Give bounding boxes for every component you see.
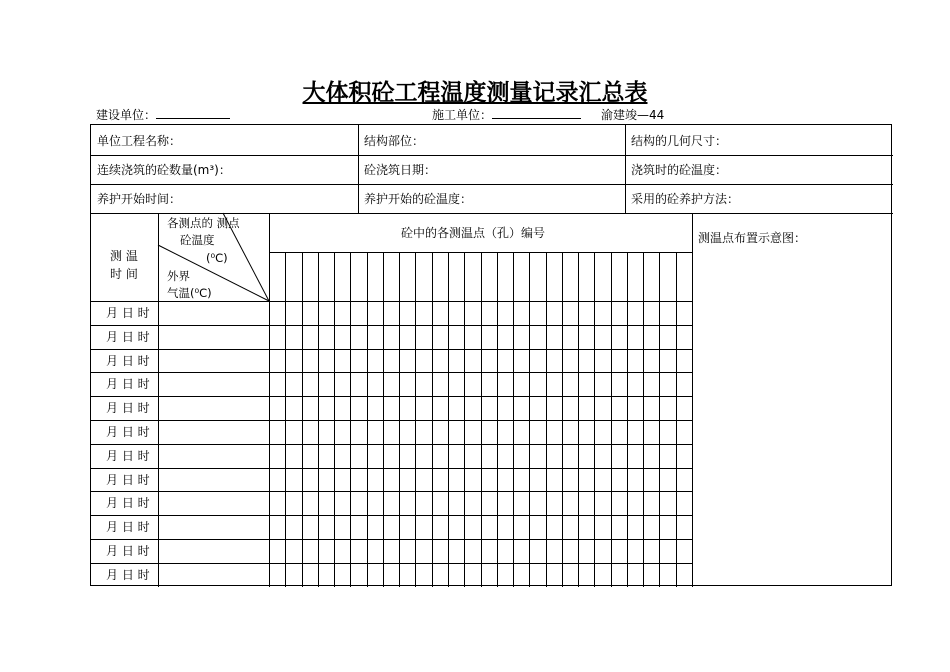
col-divider	[158, 213, 159, 587]
col-divider	[692, 213, 693, 587]
row-time-label: 月 日 时	[106, 377, 150, 391]
time-col-header-1: 测 温	[110, 249, 138, 263]
table-row	[91, 563, 692, 564]
time-col-header-2: 时 间	[110, 267, 138, 281]
table-row	[91, 515, 692, 516]
table-row	[91, 468, 692, 469]
info-geometry: 结构的几何尺寸：	[631, 134, 728, 148]
contractor-label: 施工单位：	[432, 108, 493, 122]
form-code: 渝建竣—44	[601, 108, 665, 122]
row-time-label: 月 日 时	[106, 496, 150, 510]
diag-top-line2: 砼温度	[180, 233, 215, 247]
info-curing-temp: 养护开始的砼温度：	[364, 192, 473, 206]
row-time-label: 月 日 时	[106, 401, 150, 415]
info-unit-name: 单位工程名称：	[97, 134, 182, 148]
diag-top-line1: 各测点的 测点	[167, 216, 240, 230]
col-divider	[358, 125, 359, 213]
row-divider	[91, 155, 893, 156]
info-pour-temp: 浇筑时的砼温度：	[631, 163, 728, 177]
row-time-label: 月 日 时	[106, 544, 150, 558]
table-row	[91, 349, 692, 350]
col-divider	[625, 125, 626, 213]
row-time-label: 月 日 时	[106, 520, 150, 534]
row-time-label: 月 日 时	[106, 330, 150, 344]
info-concrete-volume: 连续浇筑的砼数量(m³)：	[97, 163, 231, 177]
table-row	[91, 491, 692, 492]
construction-unit-blank[interactable]	[156, 106, 230, 119]
row-time-label: 月 日 时	[106, 306, 150, 320]
col-divider	[269, 213, 270, 587]
layout-sketch-label: 测温点布置示意图：	[698, 231, 807, 245]
points-header: 砼中的各测温点（孔）编号	[401, 226, 546, 240]
diag-bottom-line1: 外界	[167, 269, 190, 283]
row-divider	[91, 184, 893, 185]
table-row	[91, 325, 692, 326]
table-row	[91, 444, 692, 445]
construction-unit-label: 建设单位：	[96, 108, 157, 122]
record-table	[90, 124, 892, 586]
table-row	[91, 539, 692, 540]
info-structure-part: 结构部位：	[364, 134, 425, 148]
form-title: 大体积砼工程温度测量记录汇总表	[302, 79, 648, 106]
row-time-label: 月 日 时	[106, 354, 150, 368]
diag-unit-top: (⁰C)	[206, 251, 228, 265]
table-row	[91, 372, 692, 373]
table-row	[91, 420, 692, 421]
info-pour-date: 砼浇筑日期：	[364, 163, 437, 177]
header-bottom-line	[91, 301, 692, 302]
info-curing-method: 采用的砼养护方法：	[631, 192, 740, 206]
row-time-label: 月 日 时	[106, 425, 150, 439]
construction-unit-field	[96, 106, 230, 123]
row-time-label: 月 日 时	[106, 568, 150, 582]
table-row	[91, 396, 692, 397]
diag-bottom-line2: 气温(⁰C)	[167, 286, 212, 300]
row-time-label: 月 日 时	[106, 473, 150, 487]
row-time-label: 月 日 时	[106, 449, 150, 463]
info-curing-start: 养护开始时间：	[97, 192, 182, 206]
contractor-blank[interactable]	[492, 106, 581, 119]
row-divider	[91, 213, 893, 214]
contractor-field	[432, 106, 581, 123]
header-diagonal	[91, 125, 893, 587]
